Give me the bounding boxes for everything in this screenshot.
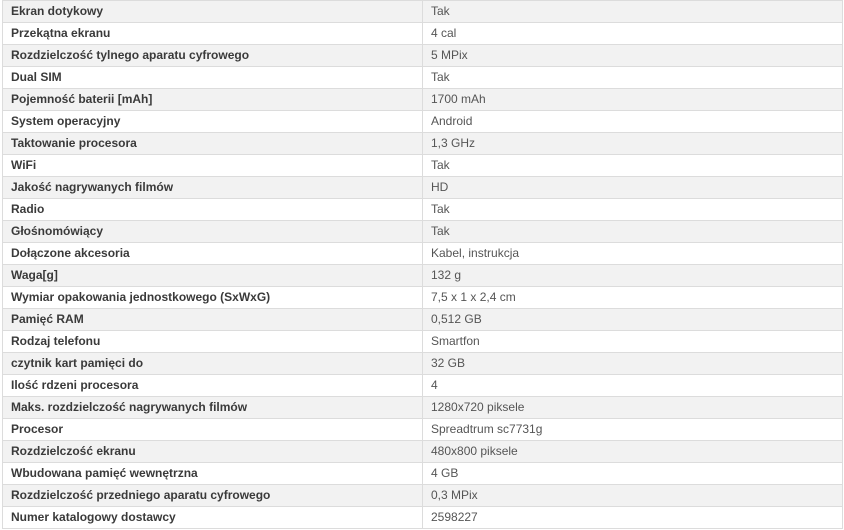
- table-row: [3, 221, 843, 243]
- spec-name-cell: Taktowanie procesora: [3, 133, 423, 155]
- spec-value-cell: 0,512 GB: [423, 309, 843, 331]
- spec-name-cell: Ilość rdzeni procesora: [3, 375, 423, 397]
- table-row: [3, 265, 843, 287]
- spec-value-cell: 1,3 GHz: [423, 133, 843, 155]
- table-row: [3, 353, 843, 375]
- specifications-table-body: [3, 1, 843, 529]
- spec-name-cell: Wymiar opakowania jednostkowego (SxWxG): [3, 287, 423, 309]
- table-row: [3, 199, 843, 221]
- spec-value-cell: Android: [423, 111, 843, 133]
- table-row: [3, 67, 843, 89]
- spec-value-cell: Tak: [423, 1, 843, 23]
- spec-value-cell: Kabel, instrukcja: [423, 243, 843, 265]
- table-row: [3, 45, 843, 67]
- table-row: [3, 177, 843, 199]
- spec-name-cell: Dual SIM: [3, 67, 423, 89]
- spec-name-cell: Numer katalogowy dostawcy: [3, 507, 423, 529]
- spec-name-cell: Maks. rozdzielczość nagrywanych filmów: [3, 397, 423, 419]
- spec-name-cell: Rozdzielczość ekranu: [3, 441, 423, 463]
- table-row: [3, 419, 843, 441]
- spec-name-cell: Pamięć RAM: [3, 309, 423, 331]
- spec-name-cell: Przekątna ekranu: [3, 23, 423, 45]
- spec-name-cell: System operacyjny: [3, 111, 423, 133]
- spec-name-cell: Waga[g]: [3, 265, 423, 287]
- table-row: [3, 463, 843, 485]
- spec-value-cell: Tak: [423, 67, 843, 89]
- spec-name-cell: Radio: [3, 199, 423, 221]
- table-row: [3, 243, 843, 265]
- spec-name-cell: Jakość nagrywanych filmów: [3, 177, 423, 199]
- spec-value-cell: 4: [423, 375, 843, 397]
- spec-value-cell: Smartfon: [423, 331, 843, 353]
- spec-name-cell: Dołączone akcesoria: [3, 243, 423, 265]
- spec-name-cell: Wbudowana pamięć wewnętrzna: [3, 463, 423, 485]
- spec-value-cell: 480x800 piksele: [423, 441, 843, 463]
- table-row: [3, 309, 843, 331]
- spec-name-cell: WiFi: [3, 155, 423, 177]
- spec-name-cell: Pojemność baterii [mAh]: [3, 89, 423, 111]
- specifications-table: [2, 0, 843, 529]
- table-row: [3, 23, 843, 45]
- spec-name-cell: Ekran dotykowy: [3, 1, 423, 23]
- spec-value-cell: 132 g: [423, 265, 843, 287]
- spec-value-cell: HD: [423, 177, 843, 199]
- table-row: [3, 111, 843, 133]
- table-row: [3, 485, 843, 507]
- spec-value-cell: 5 MPix: [423, 45, 843, 67]
- table-row: [3, 155, 843, 177]
- spec-value-cell: 4 cal: [423, 23, 843, 45]
- spec-value-cell: 0,3 MPix: [423, 485, 843, 507]
- table-row: [3, 89, 843, 111]
- spec-value-cell: Spreadtrum sc7731g: [423, 419, 843, 441]
- spec-name-cell: Procesor: [3, 419, 423, 441]
- spec-name-cell: Rozdzielczość przedniego aparatu cyfrowego: [3, 485, 423, 507]
- spec-name-cell: czytnik kart pamięci do: [3, 353, 423, 375]
- spec-value-cell: 32 GB: [423, 353, 843, 375]
- spec-value-cell: 1280x720 piksele: [423, 397, 843, 419]
- spec-name-cell: Głośnomówiący: [3, 221, 423, 243]
- spec-name-cell: Rodzaj telefonu: [3, 331, 423, 353]
- spec-name-cell: Rozdzielczość tylnego aparatu cyfrowego: [3, 45, 423, 67]
- table-row: [3, 133, 843, 155]
- spec-value-cell: 2598227: [423, 507, 843, 529]
- spec-value-cell: 4 GB: [423, 463, 843, 485]
- spec-value-cell: Tak: [423, 155, 843, 177]
- table-row: [3, 375, 843, 397]
- spec-value-cell: 7,5 x 1 x 2,4 cm: [423, 287, 843, 309]
- table-row: [3, 397, 843, 419]
- table-row: [3, 287, 843, 309]
- table-row: [3, 507, 843, 529]
- table-row: [3, 441, 843, 463]
- table-row: [3, 1, 843, 23]
- spec-value-cell: Tak: [423, 221, 843, 243]
- table-row: [3, 331, 843, 353]
- spec-value-cell: 1700 mAh: [423, 89, 843, 111]
- spec-value-cell: Tak: [423, 199, 843, 221]
